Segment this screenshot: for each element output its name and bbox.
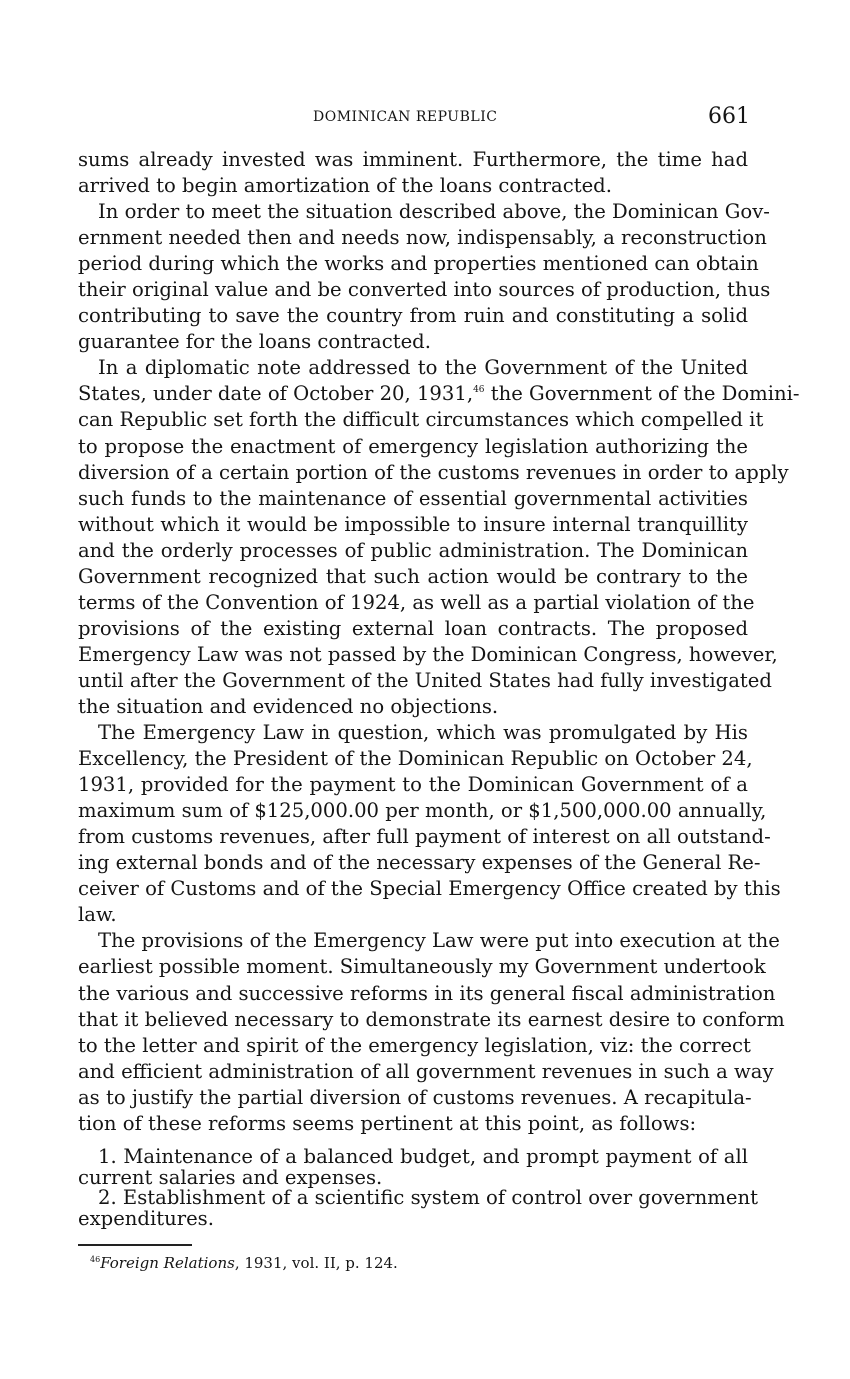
text-line: expenditures. [78, 1207, 214, 1231]
text-line: and efficient administration of all government revenues in such a way [78, 1059, 774, 1083]
paragraph [78, 928, 785, 1136]
footnote-title: Foreign Relations [100, 1254, 235, 1272]
text-line: can Republic set forth the difficult circumstances which compelled it [78, 408, 764, 432]
text-line: ernment needed then and needs now, indispensably, a reconstruction [78, 226, 767, 250]
text-line: their original value and be converted into sources of production, thus [78, 278, 771, 302]
paragraph [78, 199, 771, 355]
text-line: from customs revenues, after full payment of interest on all outstand- [78, 825, 771, 849]
text-line: ing external bonds and of the necessary expenses of the General Re- [78, 851, 761, 875]
text-line: the various and successive reforms in its general fiscal administration [78, 981, 776, 1005]
text-line: and the orderly processes of public administration. The Dominican [78, 538, 748, 562]
text-line: ceiver of Customs and of the Special Emergency Office created by this [78, 877, 781, 901]
footnote-marker: 46 [90, 1255, 101, 1264]
body-text [78, 147, 800, 1137]
text-line: Government recognized that such action would be contrary to the [78, 564, 748, 588]
text-line: law. [78, 903, 117, 927]
text-line: to the letter and spirit of the emergency legislation, viz: the correct [78, 1033, 751, 1057]
text-line: earliest possible moment. Simultaneously my Government undertook [78, 955, 766, 979]
text-line: 1931, provided for the payment to the Dominican Government of a [78, 773, 748, 797]
text-line [78, 381, 800, 407]
running-title: DOMINICAN REPUBLIC [313, 109, 498, 125]
text-line: the situation and evidenced no objections. [78, 694, 499, 718]
paragraph [78, 720, 781, 928]
paragraph [78, 355, 800, 720]
text-line: provisions of the existing external loan contracts. The proposed [78, 616, 748, 640]
text-line: such funds to the maintenance of essential governmental activities [78, 486, 748, 510]
text-line: that it believed necessary to demonstrate its earnest desire to conform [78, 1007, 785, 1031]
text-line: arrived to begin amortization of the loans contracted. [78, 174, 612, 198]
text-line: until after the Government of the United States had fully investigated [78, 668, 772, 692]
list-item [78, 1186, 758, 1231]
text-line: sums already invested was imminent. Furthermore, the time had [78, 148, 748, 171]
text-line: 2. Establishment of a scientific system of control over government [98, 1186, 758, 1210]
text-line: Emergency Law was not passed by the Dominican Congress, however, [78, 642, 778, 666]
footnote [90, 1254, 398, 1272]
text-line: period during which the works and properties mentioned can obtain [78, 252, 759, 276]
text-line: current salaries and expenses. [78, 1165, 383, 1189]
text-line: to propose the enactment of emergency legislation authorizing the [78, 434, 748, 458]
text-line: contributing to save the country from ruin and constituting a solid [78, 304, 748, 328]
text-line: The provisions of the Emergency Law were put into execution at the [98, 929, 780, 953]
footnote-rule [78, 1244, 192, 1246]
text-segment: the Government of the Domini- [484, 382, 800, 406]
footnote-reference: 46 [473, 385, 485, 396]
footnote-citation: , 1931, vol. II, p. 124. [234, 1254, 398, 1272]
paragraph [78, 147, 748, 199]
list-item [78, 1147, 748, 1188]
text-line: diversion of a certain portion of the customs revenues in order to apply [78, 460, 789, 484]
running-header [0, 104, 850, 130]
reform-list [78, 1145, 758, 1231]
text-line: tion of these reforms seems pertinent at this point, as follows: [78, 1111, 697, 1135]
text-segment: States, under date of October 20, 1931, [78, 382, 474, 406]
page-number: 661 [708, 104, 750, 129]
text-line: The Emergency Law in question, which was promulgated by His [98, 721, 748, 745]
text-line: guarantee for the loans contracted. [78, 330, 431, 354]
text-line: Excellency, the President of the Dominican Republic on October 24, [78, 747, 753, 771]
text-line: In a diplomatic note addressed to the Government of the United [98, 356, 748, 380]
text-line: as to justify the partial diversion of customs revenues. A recapitula- [78, 1085, 752, 1109]
text-line: maximum sum of $125,000.00 per month, or $1,500,000.00 annually, [78, 799, 767, 823]
text-line: 1. Maintenance of a balanced budget, and prompt payment of all [98, 1145, 748, 1168]
text-line: In order to meet the situation described above, the Dominican Gov- [98, 200, 770, 224]
text-line: without which it would be impossible to insure internal tranquillity [78, 512, 748, 536]
text-line: terms of the Convention of 1924, as well as a partial violation of the [78, 590, 755, 614]
